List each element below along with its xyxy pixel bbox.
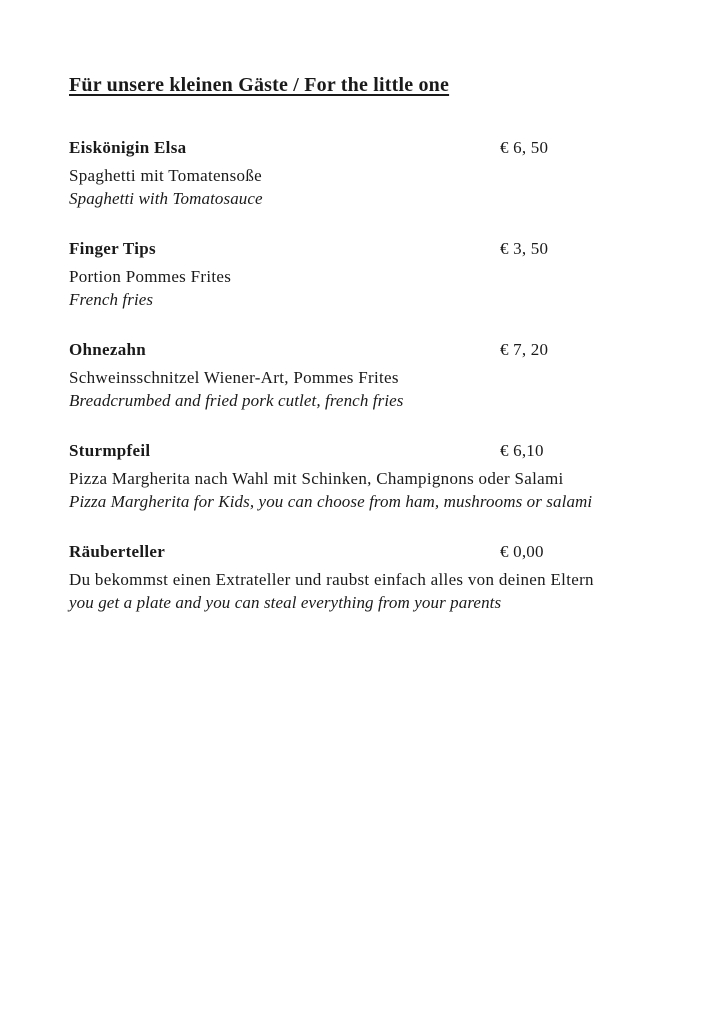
- menu-item-price: € 6,10: [500, 441, 544, 460]
- menu-item-header: [69, 441, 679, 463]
- menu-item-header: [69, 239, 679, 261]
- menu-item-price: € 7, 20: [500, 340, 549, 359]
- menu-item-name: Sturmpfeil: [69, 441, 151, 460]
- menu-item-description-en: you get a plate and you can steal everything from your parents: [69, 593, 502, 612]
- menu-item-name: Finger Tips: [69, 239, 156, 258]
- menu-item-price: € 6, 50: [500, 138, 549, 157]
- menu-item-header: [69, 340, 679, 362]
- menu-item: [69, 542, 679, 614]
- menu-item: [69, 138, 679, 210]
- menu-item-name: Eiskönigin Elsa: [69, 138, 187, 157]
- menu-item-description-de: Spaghetti mit Tomatensoße: [69, 166, 262, 185]
- menu-page: [69, 74, 679, 643]
- menu-item-name: Räuberteller: [69, 542, 166, 561]
- menu-item: [69, 340, 679, 412]
- menu-item-description-en: Pizza Margherita for Kids, you can choose from ham, mushrooms or salami: [69, 492, 593, 511]
- menu-item-description-en: Spaghetti with Tomatosauce: [69, 189, 263, 208]
- menu-item-name: Ohnezahn: [69, 340, 147, 359]
- menu-item-description-en: Breadcrumbed and fried pork cutlet, french fries: [69, 391, 404, 410]
- menu-item-description-de: Portion Pommes Frites: [69, 267, 232, 286]
- menu-item-description-de: Schweinsschnitzel Wiener-Art, Pommes Frites: [69, 368, 399, 387]
- menu-item: [69, 239, 679, 311]
- menu-item-description-de: Du bekommst einen Extrateller und raubst einfach alles von deinen Eltern: [69, 570, 594, 589]
- menu-item-price: € 0,00: [500, 542, 544, 561]
- menu-item-header: [69, 542, 679, 564]
- menu-item-header: [69, 138, 679, 160]
- menu-item-price: € 3, 50: [500, 239, 549, 258]
- menu-item: [69, 441, 679, 513]
- menu-heading: Für unsere kleinen Gäste / For the little one: [69, 74, 450, 96]
- menu-item-description-en: French fries: [69, 290, 154, 309]
- menu-item-description-de: Pizza Margherita nach Wahl mit Schinken, Champignons oder Salami: [69, 469, 564, 488]
